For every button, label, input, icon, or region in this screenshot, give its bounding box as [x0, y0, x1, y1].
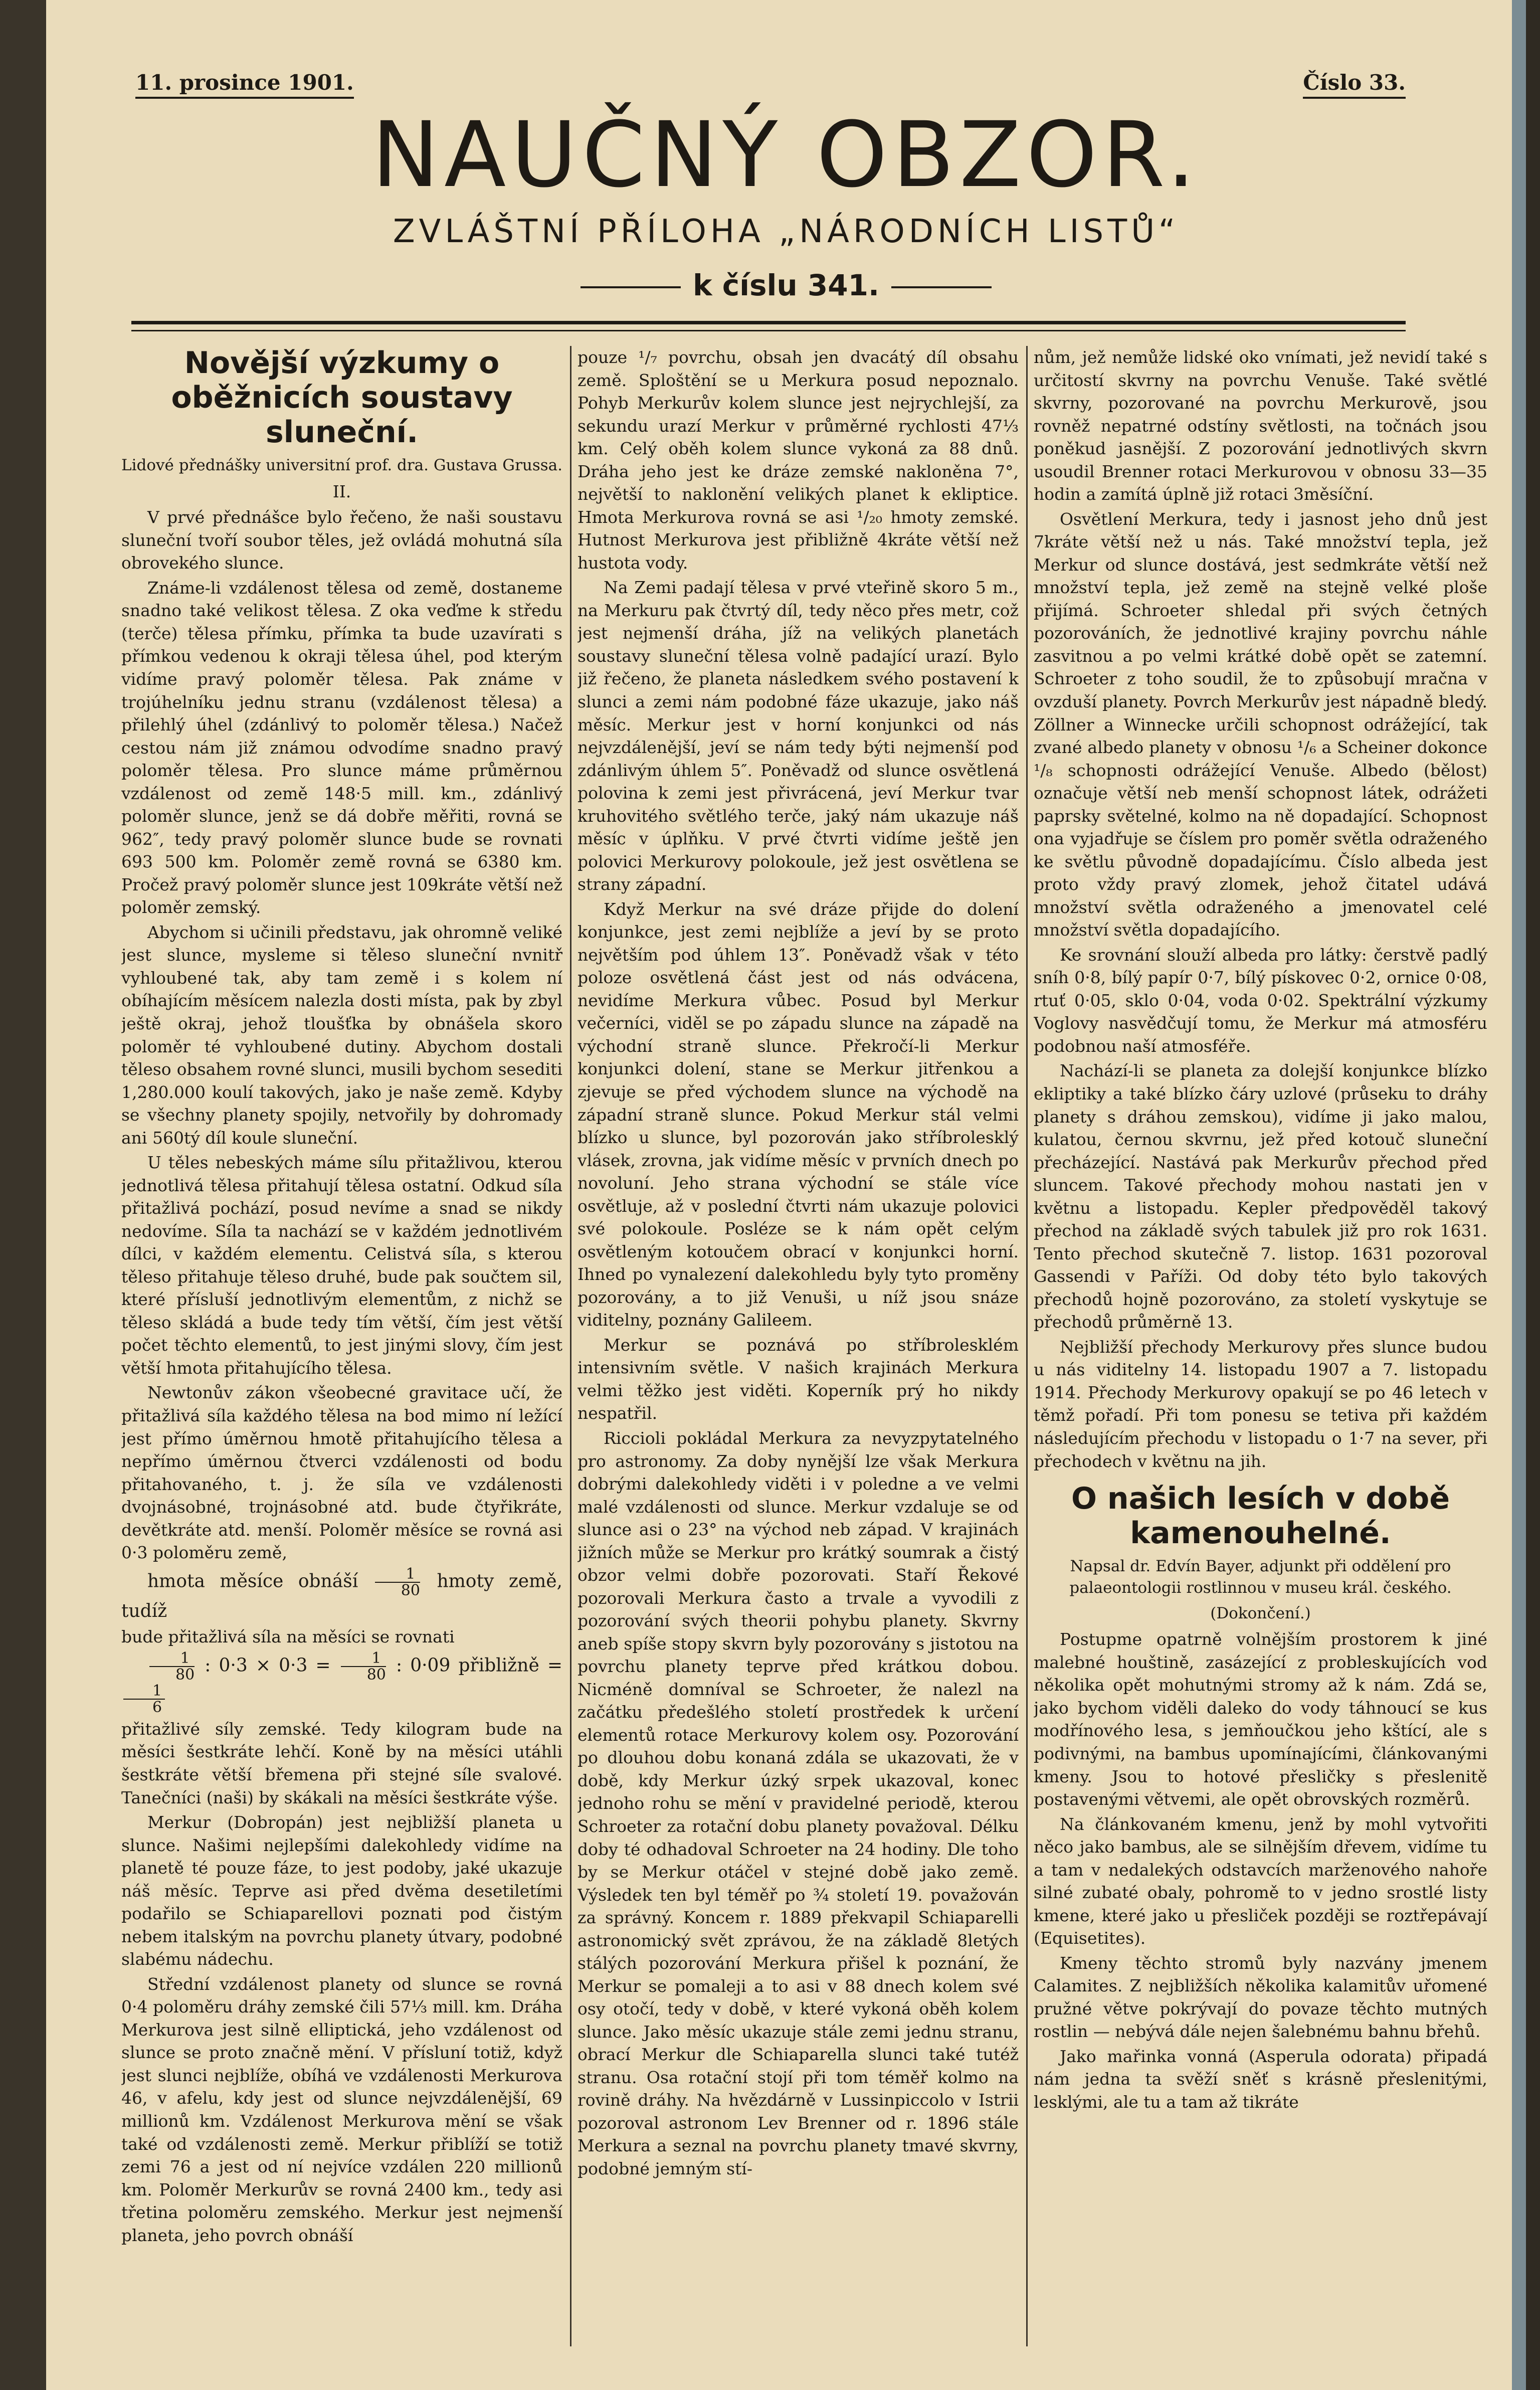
fraction	[149, 1650, 195, 1683]
issue-date: 11. prosince 1901.	[135, 70, 354, 99]
masthead-title: NAUČNÝ OBZOR.	[371, 103, 1201, 208]
fraction-denominator: 6	[152, 1699, 162, 1717]
paragraph: Kmeny těchto stromů byly nazvány jmenem Calamites. Z nejbližších několika kalamitův uřomené pružné větve pokrývají do povaze těchto mutných rostlin — nebývá dále nejen šalebnému bahnu břehů.	[1034, 1953, 1487, 2042]
article-byline: Lidové přednášky universitní prof. dra. Gustava Grussa.	[121, 456, 562, 474]
masthead-subtitle: ZVLÁŠTNÍ PŘÍLOHA „NÁRODNÍCH LISTŮ“	[393, 213, 1180, 250]
right-ornament	[891, 286, 992, 288]
article-title: O našich lesích v době kamenouhelné.	[1071, 1481, 1450, 1551]
paragraph: U těles nebeských máme sílu přitažlivou, kterou jednotlivá tělesa přitahují tělesa ostatní. Odkud síla přitažlivá pochází, posud nevíme a snad se nikdy nedovíme. Síla ta nachází se v každém jednotlivém dílci, v každém elementu. Celistvá síla, s kterou těleso přitahuje těleso druhé, bude pak součtem sil, které přísluší jednotlivým elementům, z nichž se těleso skládá a bude tedy tím větší, čím jest větší počet těchto elementů, to jest jinými slovy, čím jest větší hmota přitahujícího tělesa.	[121, 1153, 562, 1378]
paragraph: nům, jež nemůže lidské oko vnímati, jež nevidí také s určitostí skvrny na povrchu Venuše. Také světlé skvrny, pozorované na povrchu Merkurově, jsou rovněž nepatrné odstíny světlosti, na točnách jsou poněkud jasnější. Z pozorování jednotlivých skvrn usoudil Brenner rotaci Merkurovou v obnosu 33—35 hodin a zamítá úplně již rotaci 3měsíční.	[1034, 347, 1487, 504]
column-divider	[1026, 346, 1028, 2346]
paragraph: Střední vzdálenost planety od slunce se rovná 0·4 poloměru dráhy zemské čili 57⅓ mill. km. Dráha Merkurova jest silně elliptická, jeho vzdálenost od slunce se proto značně mění. V přísluní totiž, když jest slunci nejblíže, obíhá ve vzdálenosti Merkurova 46, v afelu, kdy jest od slunce nejvzdálenější, 69 millionů km. Vzdálenost Merkurova mění se však také od vzdálenosti země. Merkur přiblíží se totiž zemi 76 a jest od ní nejvíce vzdálen 220 millionů km. Poloměr Merkurův se rovná 2400 km., tedy asi třetina poloměru zemského. Merkur jest nejmenší planeta, jeho povrch obnáší	[121, 1974, 562, 2245]
column-3	[1034, 346, 1487, 2351]
article-part-number: II.	[332, 481, 351, 501]
formula-text: hmota měsíce obnáší	[147, 1571, 358, 1592]
fraction	[341, 1650, 386, 1683]
newspaper-page	[46, 0, 1526, 2390]
fraction-denominator: 80	[401, 1582, 420, 1600]
left-ornament	[581, 286, 681, 288]
fraction-denominator: 80	[175, 1666, 195, 1684]
column-1	[121, 346, 562, 2351]
paragraph: Merkur (Dobropán) jest nejbližší planeta u slunce. Našimi nejlepšími dalekohledy vidíme na planetě té pouze fáze, to jest podoby, jaké ukazuje náš měsíc. Teprve asi před dvěma desetiletími podařilo se Schiaparellovi poznati pod čistým nebem italským na povrchu planety útvary, podobné slabému nádechu.	[121, 1812, 562, 1969]
fraction-numerator: 1	[341, 1650, 386, 1668]
fraction-numerator: 1	[375, 1566, 420, 1583]
paragraph: Newtonův zákon všeobecné gravitace učí, že přitažlivá síla každého tělesa na bod mimo ní ležící jest přímo úměrnou hmotě přitahujícího tělesa a nepřímo úměrnou čtverci vzdálenosti od bodu přitahovaného, t. j. že síla ve vzdálenosti dvojnásobné, trojnásobné atd. bude čtyřikráte, devětkráte atd. menší. Poloměr měsíce se rovná asi 0·3 poloměru země,	[121, 1383, 562, 1563]
formula-text: hmoty země, tudíž	[121, 1571, 562, 1621]
paragraph: Když Merkur na své dráze přijde do dolení konjunkce, jest zemi nejblíže a jeví by se proto největším pod úhlem 13″. Poněvadž však v této poloze osvětlená část jest od nás odvácena, nevidíme Merkura vůbec. Posud byl Merkur večerníci, viděl se po západu slunce na západě na východní straně slunce. Překročí-li Merkur konjunkci dolení, stane se Merkur jitřenkou a zjevuje se před východem slunce na východě na západní straně slunce. Pokud Merkur stál velmi blízko u slunce, byl pozorován jako stříbrolesklý vlásek, zrovna, jak vidíme měsíc v prvních dnech po novoluní. Jeho strana východní se stále více osvětluje, až v poslední čtvrti nám ukazuje polovici své polokoule. Posléze se k nám opět celým osvětleným kotoučem obrací v konjunkci horní. Ihned po vynalezení dalekohledu byly tyto proměny pozorovány, a to již Venuši, u níž jsou snáze viditelny, poznány Galileem.	[578, 899, 1019, 1330]
paragraph: Nachází-li se planeta za dolejší konjunkce blízko ekliptiky a také blízko čáry uzlové (průseku to dráhy planety s dráhou zemskou), vidíme ji jako malou, kulatou, černou skvrnu, jež před kotouč sluneční přecházející. Nastává pak Merkurův přechod před sluncem. Takové přechody mohou nastati jen v květnu a listopadu. Kepler předpověděl takový přechod na základě svých tabulek již pro rok 1631. Tento přechod skutečně 7. listop. 1631 pozoroval Gassendi v Paříži. Od doby této bylo takových přechodů hojně pozorováno, za století vyskytuje se přechodů průměrně 13.	[1034, 1061, 1487, 1332]
paragraph: Na Zemi padají tělesa v prvé vteřině skoro 5 m., na Merkuru pak čtvrtý díl, tedy něco přes metr, což jest nejmenší dráha, jíž na velikých planetách soustavy sluneční tělesa volně padající urazí. Bylo již řečeno, že planeta následkem svého postavení k slunci a zemi nám podobné fáze ukazuje, jako náš měsíc. Merkur jest v horní konjunkci od nás nejvzdálenější, jeví se nám tedy býti nejmenší pod zdánlivým úhlem 5″. Poněvadž od slunce osvětlená polovina k zemi jest přivrácená, jeví Merkur tvar kruhovitého světlého terče, jaký nám ukazuje náš měsíc v úplňku. V prvé čtvrti vidíme ještě jen polovici Merkurovy polokoule, jež jest osvětlena se strany západní.	[578, 578, 1019, 894]
paragraph: pouze ¹/₇ povrchu, obsah jen dvacátý díl obsahu země. Sploštění se u Merkura posud nepoznalo. Pohyb Merkurův kolem slunce jest nejrychlejší, za sekundu urazí Merkur v průměrné rychlosti 47⅓ km. Celý oběh kolem slunce vykoná za 88 dnů. Dráha jeho jest ke dráze zemské nakloněna 7°, největší to naklonění velikých planet k ekliptice. Hmota Merkurova rovná se asi ¹/₂₀ hmoty zemské. Hutnost Merkurova jest přibližně 4kráte větší než hustota vody.	[578, 347, 1019, 573]
article-byline: Napsal dr. Edvín Bayer, adjunkt při oddělení pro palaeontologii rostlinnou v museu král. českého.	[1069, 1557, 1452, 1597]
header-rule-thin	[131, 330, 1406, 331]
paragraph: V prvé přednášce bylo řečeno, že naši soustavu sluneční tvoří soubor těles, jež ovládá mohutná síla obrovekého slunce.	[121, 507, 562, 573]
fraction	[375, 1566, 420, 1599]
issue-reference-text: k číslu 341.	[692, 268, 879, 302]
fraction-denominator: 80	[366, 1666, 386, 1684]
formula-text: : 0·09 přibližně =	[396, 1655, 562, 1676]
paragraph: Osvětlení Merkura, tedy i jasnost jeho dnů jest 7kráte větší než u nás. Také množství tepla, jež Merkur od slunce dostává, jest sedmkráte větší než množství tepla, jež země na stejně velké ploše přijímá. Schroeter shledal při svých četných pozorováních, že jednotlivé krajiny povrchu náhle zasvitnou a po velmi krátké době opět se zatemní. Schroeter z toho soudil, že to způsobují mračna v ovzduší planety. Povrch Merkurův jest nápadně bledý. Zöllner a Winnecke určili schopnost odrážející, tak zvané albedo planety v obnosu ¹/₆ a Scheiner dokonce ¹/₈ schopnosti odrážející Venuše. Albedo (bělost) označuje větší neb menší schopnost látek, odrážeti paprsky světelné, kolmo na ně dopadající. Schopnost ona vyjadřuje se číslem pro poměr světla odraženého ke světlu původně dopadajícímu. Číslo albeda jest proto vždy pravý zlomek, jehož čitatel udává množství světla odraženého a jmenovatel celé množství světla dopadajícího.	[1034, 509, 1487, 940]
fraction-numerator: 1	[123, 1683, 165, 1700]
formula-gravity	[121, 1650, 562, 1716]
paragraph: Ke srovnání slouží albeda pro látky: čerstvě padlý sníh 0·8, bílý papír 0·7, bílý pískovec 0·2, ornice 0·08, rtuť 0·05, sklo 0·04, voda 0·02. Spektrální výzkumy Voglovy nasvědčují tomu, že Merkur má atmosféru podobnou naší atmosféře.	[1034, 945, 1487, 1056]
paragraph: Riccioli pokládal Merkura za nevyzpytatelného pro astronomy. Za doby nynější lze však Merkura dobrými dalekohledy viděti i v poledne a ve velmi malé vzdálenosti od slunce. Merkur vzdaluje se od slunce asi o 23° na východ neb západ. V krajinách jižních může se Merkur pro krátký soumrak a čistý obzor velmi dobře pozorovati. Staří Řekové pozorovali Merkura často a trvale a vyvodili z pozorování svých theorii pohybu planety. Skvrny aneb spíše stopy skvrn byly pozorovány s jistotou na povrchu planety teprve před krátkou dobou. Nicméně domníval se Schroeter, že nalezl na začátku předešlého století prostředek k určení elementů rotace Merkurovy kolem osy. Pozorování po dlouhou dobu konaná zdála se ukazovati, že v době, kdy Merkur úzký srpek ukazoval, konec jednoho rohu se mění v pravidelné periodě, kterou Schroeter za rotační dobu planety považoval. Délku doby té odhadoval Schroeter na 24 hodiny. Dle toho by se Merkur otáčel v stejné době jako země. Výsledek ten byl téměř po ¾ století 19. považován za správný. Koncem r. 1889 překvapil Schiaparelli astronomický svět zprávou, že na základě 8letých stálých pozorování Merkura přišel k poznání, že Merkur se pomaleji a to asi v 88 dnech kolem své osy otočí, tedy v době, v které vykoná oběh kolem slunce. Jako měsíc ukazuje stále zemi jednu stranu, obrací Merkur dle Schiaparella slunci také tutéž stranu. Osa rotační stojí při tom téměř kolmo na rovině dráhy. Na hvězdárně v Lussinpiccolo v Istrii pozoroval astronom Lev Brenner od r. 1896 stále Merkura a seznal na povrchu planety tmavé skvrny, podobné jemným stí-	[578, 1428, 1019, 2178]
column-divider	[570, 346, 571, 2346]
paragraph: přitažlivé síly zemské. Tedy kilogram bude na měsíci šestkráte lehčí. Koně by na měsíci utáhli šestkráte větší břemena při stejné síle svalové. Tanečníci (naši) by skákali na měsíci šestkráte výše.	[121, 1719, 562, 1807]
paragraph: Známe-li vzdálenost tělesa od země, dostaneme snadno také velikost tělesa. Z oka veďme k středu (terče) tělesa přímku, přímka ta bude uzavírati s přímkou vedenou k okraji tělesa úhel, pod kterým vidíme pravý poloměr tělesa. Pak známe v trojúhelníku jednu stranu (vzdálenost tělesa) a přilehlý úhel (zdánlivý to poloměr tělesa.) Načež cestou nám již známou odvodíme snadno pravý poloměr tělesa. Pro slunce máme průměrnou vzdálenost od země 148·5 mill. km., zdánlivý poloměr slunce, jenž se dá dobře měřiti, rovná se 962″, tedy pravý poloměr slunce bude se rovnati 693 500 km. Poloměr země rovná se 6380 km. Pročež pravý poloměr slunce jest 109kráte větší než poloměr zemský.	[121, 578, 562, 917]
column-2	[578, 346, 1019, 2351]
continuation-note: (Dokončení.)	[1210, 1604, 1311, 1622]
paragraph: Jako mařinka vonná (Asperula odorata) připadá nám jedna ta svěží sněť s krásně přeslenitými, lesklými, ale tu a tam až tikráte	[1034, 2046, 1487, 2112]
header-rule-thick	[131, 321, 1406, 324]
issue-reference	[46, 268, 1526, 302]
paragraph: Postupme opatrně volnějším prostorem k jiné malebné houštině, zasázející z probleskujících vod několika opět mohutnými stromy až k nám. Zdá se, jako bychom viděli daleko do vody táhnoucí se kus modřínového lesa, s jemňoučkou jeho kštící, ale s podivnými, na bambus upomínajícími, článkovanými kmeny. Jsou to hotové přesličky s přeslenitě postavenými větvemi, ale opět obrovských rozměrů.	[1034, 1629, 1487, 1809]
article-title: Novější výzkumy o oběžnicích soustavy sluneční.	[171, 346, 513, 450]
formula-moon-mass	[121, 1566, 562, 1624]
paragraph: Na článkovaném kmenu, jenž by mohl vytvořiti něco jako bambus, ale se silnějším dřevem, vidíme tu a tam v nedalekých odstavcích marženového nahoře silné zubaté obaly, pohromě to v jedno srostlé listy kmene, které jako u přesliček později se roztřepávají (Equisetites).	[1034, 1814, 1487, 1948]
scan-right-edge	[1512, 0, 1526, 2390]
fraction-numerator: 1	[149, 1650, 195, 1668]
paragraph: Nejbližší přechody Merkurovy přes slunce budou u nás viditelny 14. listopadu 1907 a 7. listopadu 1914. Přechody Merkurovy opakují se po 46 letech v těmž pořadí. Při tom ponesu se tetiva při každém následujícím přechodu v listopadu o 1·7 na sever, při přechodech v květnu na jih.	[1034, 1337, 1487, 1471]
fraction	[123, 1683, 165, 1716]
scan-left-edge	[0, 0, 46, 2390]
paragraph: Abychom si učinili představu, jak ohromně veliké jest slunce, mysleme si těleso sluneční nvnitř vyhloubené tak, aby tam země i s kolem ní obíhajícím měsícem nalezla dosti místa, pak by zbyl ještě okraj, jehož tloušťka by obnášela skoro poloměr té vyhloubené dutiny. Abychom dostali těleso obsahem rovné slunci, musili bychom sesediti 1,280.000 koulí takových, jako je naše země. Kdyby se všechny planety spojily, netvořily by dohromady ani 560tý díl koule sluneční.	[121, 922, 562, 1148]
formula-text: : 0·3 × 0·3 =	[205, 1655, 331, 1676]
issue-number: Číslo 33.	[1303, 70, 1406, 99]
formula-text-line: bude přitažlivá síla na měsíci se rovnati	[121, 1627, 455, 1647]
paragraph: Merkur se poznává po stříbrolesklém intensivním světle. V našich krajinách Merkura velmi těžko jest viděti. Koperník prý ho nikdy nespatřil.	[578, 1335, 1019, 1423]
